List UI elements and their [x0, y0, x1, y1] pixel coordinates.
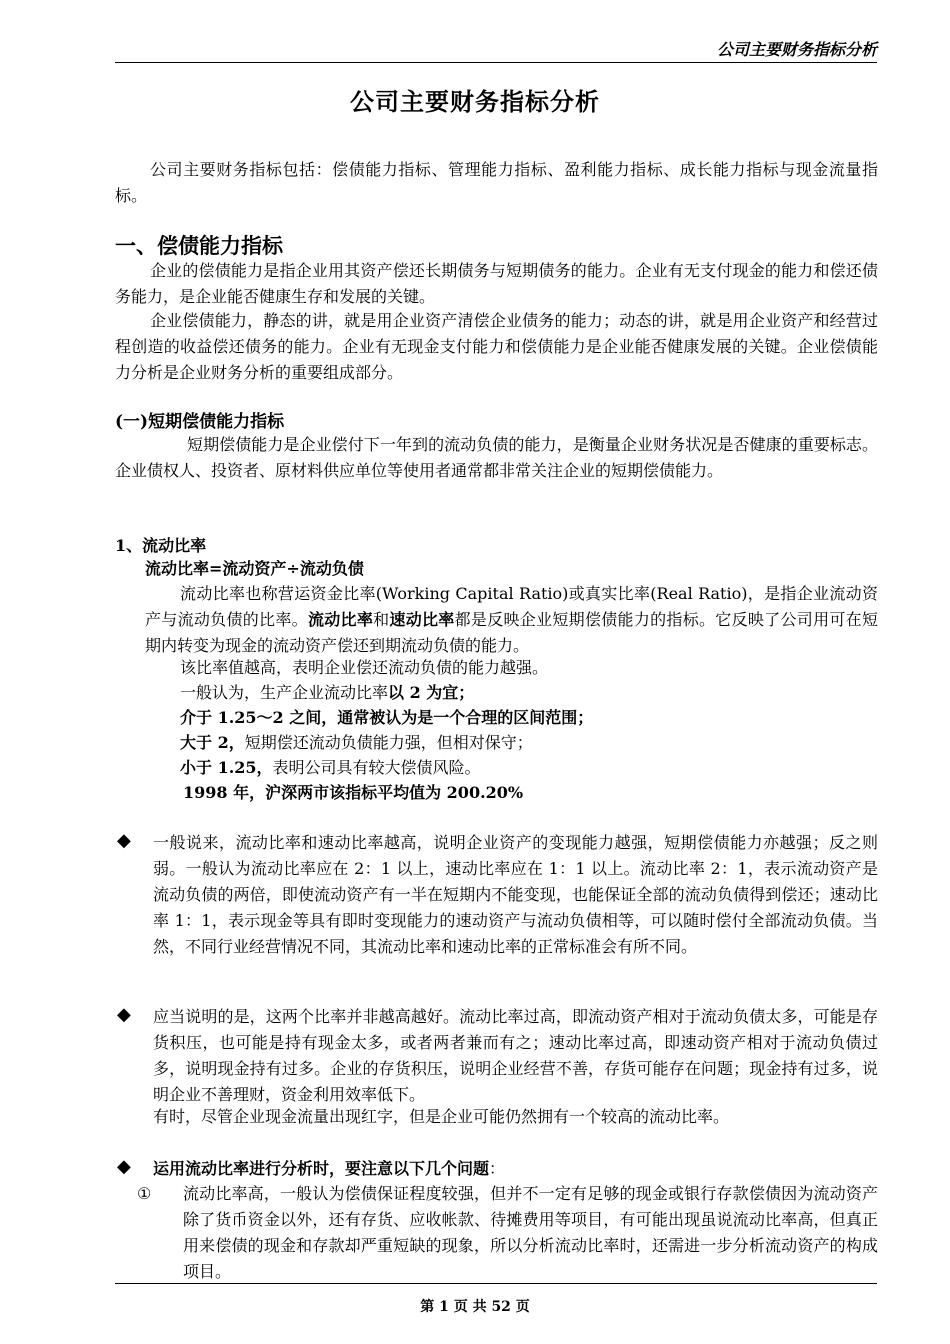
bullet-heading-3 [153, 1156, 878, 1182]
bullet-3-bold: 运用流动比率进行分析时，要注意以下几个问题 [153, 1159, 490, 1178]
bullet-3-colon: ： [489, 1159, 506, 1178]
bullet-paragraph-2-extra: 有时，尽管企业现金流量出现红字，但是企业可能仍然拥有一个较高的流动比率。 [153, 1107, 730, 1126]
ratio-line-5-text: 表明公司具有较大偿债风险。 [272, 758, 481, 777]
ratio-line-2-text: 一般认为，生产企业流动比率 [180, 683, 389, 702]
ratio-line-5 [180, 755, 481, 781]
ratio-line-5-bold: 小于 1.25， [180, 758, 273, 777]
ratio-line-1: 该比率值越高，表明企业偿还流动负债的能力越强。 [180, 658, 549, 677]
ratio-line-3: 介于 1.25～2 之间，通常被认为是一个合理的区间范围； [180, 708, 594, 727]
ratio-line-2-bold: 以 2 为宜； [388, 683, 475, 702]
desc-text-c: 都是反映企业短期偿债能力的指标。它反映了公司用可在短期内转变为现金的流动资产偿还到期流动负债的能力。 [145, 610, 878, 655]
desc-text-a: 流动比率也称营运资金比率(Working Capital Ratio)或真实比率(Real Ratio)，是指企业流动资产与流动负债的比率。 [145, 584, 878, 629]
numbered-paragraph-1: 流动比率高，一般认为偿债保证程度较强，但并不一定有足够的现金或银行存款偿债因为流动资产除了货币资金以外，还有存货、应收帐款、待摊费用等项目，有可能出现虽说流动比率高，但真正用来偿债的现金和存款却严重短缺的现象，所以分析流动比率时，还需进一步分析流动资产的构成项目。 [183, 1184, 878, 1281]
ratio-line-6: 1998 年，沪深两市该指标平均值为 200.20% [183, 783, 524, 802]
header-rule [115, 62, 877, 63]
desc-and: 和 [373, 610, 390, 629]
document-title: 公司主要财务指标分析 [350, 87, 600, 116]
ratio-line-2 [180, 680, 474, 706]
current-ratio-description [145, 581, 878, 659]
diamond-bullet-icon: ◆ [117, 1156, 131, 1177]
section-heading-solvency: 一、偿债能力指标 [115, 233, 283, 258]
current-ratio-formula: 流动比率=流动资产÷流动负债 [145, 559, 364, 578]
short-term-paragraph: 短期偿债能力是企业偿付下一年到的流动负债的能力，是衡量企业财务状况是否健康的重要标志。企业债权人、投资者、原材料供应单位等使用者通常都非常关注企业的短期偿债能力。 [115, 435, 878, 480]
subsection-heading-short-term: (一)短期偿债能力指标 [115, 412, 285, 432]
desc-term-quick-ratio: 速动比率 [389, 610, 455, 629]
ratio-line-4-bold: 大于 2， [180, 733, 245, 752]
footer-rule [115, 1283, 877, 1284]
running-header: 公司主要财务指标分析 [716, 40, 877, 59]
solvency-paragraph-2: 企业偿债能力，静态的讲，就是用企业资产清偿企业债务的能力；动态的讲，就是用企业资产和经营过程创造的收益偿还债务的能力。企业有无现金支付能力和偿债能力是企业能否健康发展的关键。企业偿债能力分析是企业财务分析的重要组成部分。 [115, 311, 878, 382]
bullet-paragraph-1: 一般说来，流动比率和速动比率越高，说明企业资产的变现能力越强，短期偿债能力亦越强；反之则弱。一般认为流动比率应在 2：1 以上，速动比率应在 1：1 以上。流动比率 2：1，表示流动资产是流动负债的两倍，即使流动资产有一半在短期内不能变现，也能保证全部的流动负债得到偿还；速动比率 1：1，表示现金等具有即时变现能力的速动资产与流动负债相等，可以随时偿付全部流动负债。当然，不同行业经营情况不同，其流动比率和速动比率的正常标准会有所不同。 [153, 833, 878, 956]
diamond-bullet-icon: ◆ [117, 830, 131, 851]
ratio-line-4-text: 短期偿还流动负债能力强，但相对保守； [244, 733, 533, 752]
intro-paragraph: 公司主要财务指标包括：偿债能力指标、管理能力指标、盈利能力指标、成长能力指标与现金流量指标。 [115, 160, 878, 205]
ratio-line-4 [180, 730, 533, 756]
bullet-paragraph-2: 应当说明的是，这两个比率并非越高越好。流动比率过高，即流动资产相对于流动负债太多，可能是存货积压，也可能是持有现金太多，或者两者兼而有之；速动比率过高，即速动资产相对于流动负债过多，说明现金持有过多。企业的存货积压，说明企业经营不善，存货可能存在问题；现金持有过多，说明企业不善理财，资金利用效率低下。 [153, 1007, 878, 1104]
desc-term-current-ratio: 流动比率 [307, 610, 374, 629]
page-number: 第 1 页 共 52 页 [420, 1299, 530, 1315]
circled-number-marker: ① [137, 1184, 152, 1203]
diamond-bullet-icon: ◆ [117, 1004, 131, 1025]
solvency-paragraph-1: 企业的偿债能力是指企业用其资产偿还长期债务与短期债务的能力。企业有无支付现金的能力和偿还债务能力，是企业能否健康生存和发展的关键。 [115, 261, 878, 306]
item-heading-current-ratio: 1、流动比率 [115, 536, 207, 555]
